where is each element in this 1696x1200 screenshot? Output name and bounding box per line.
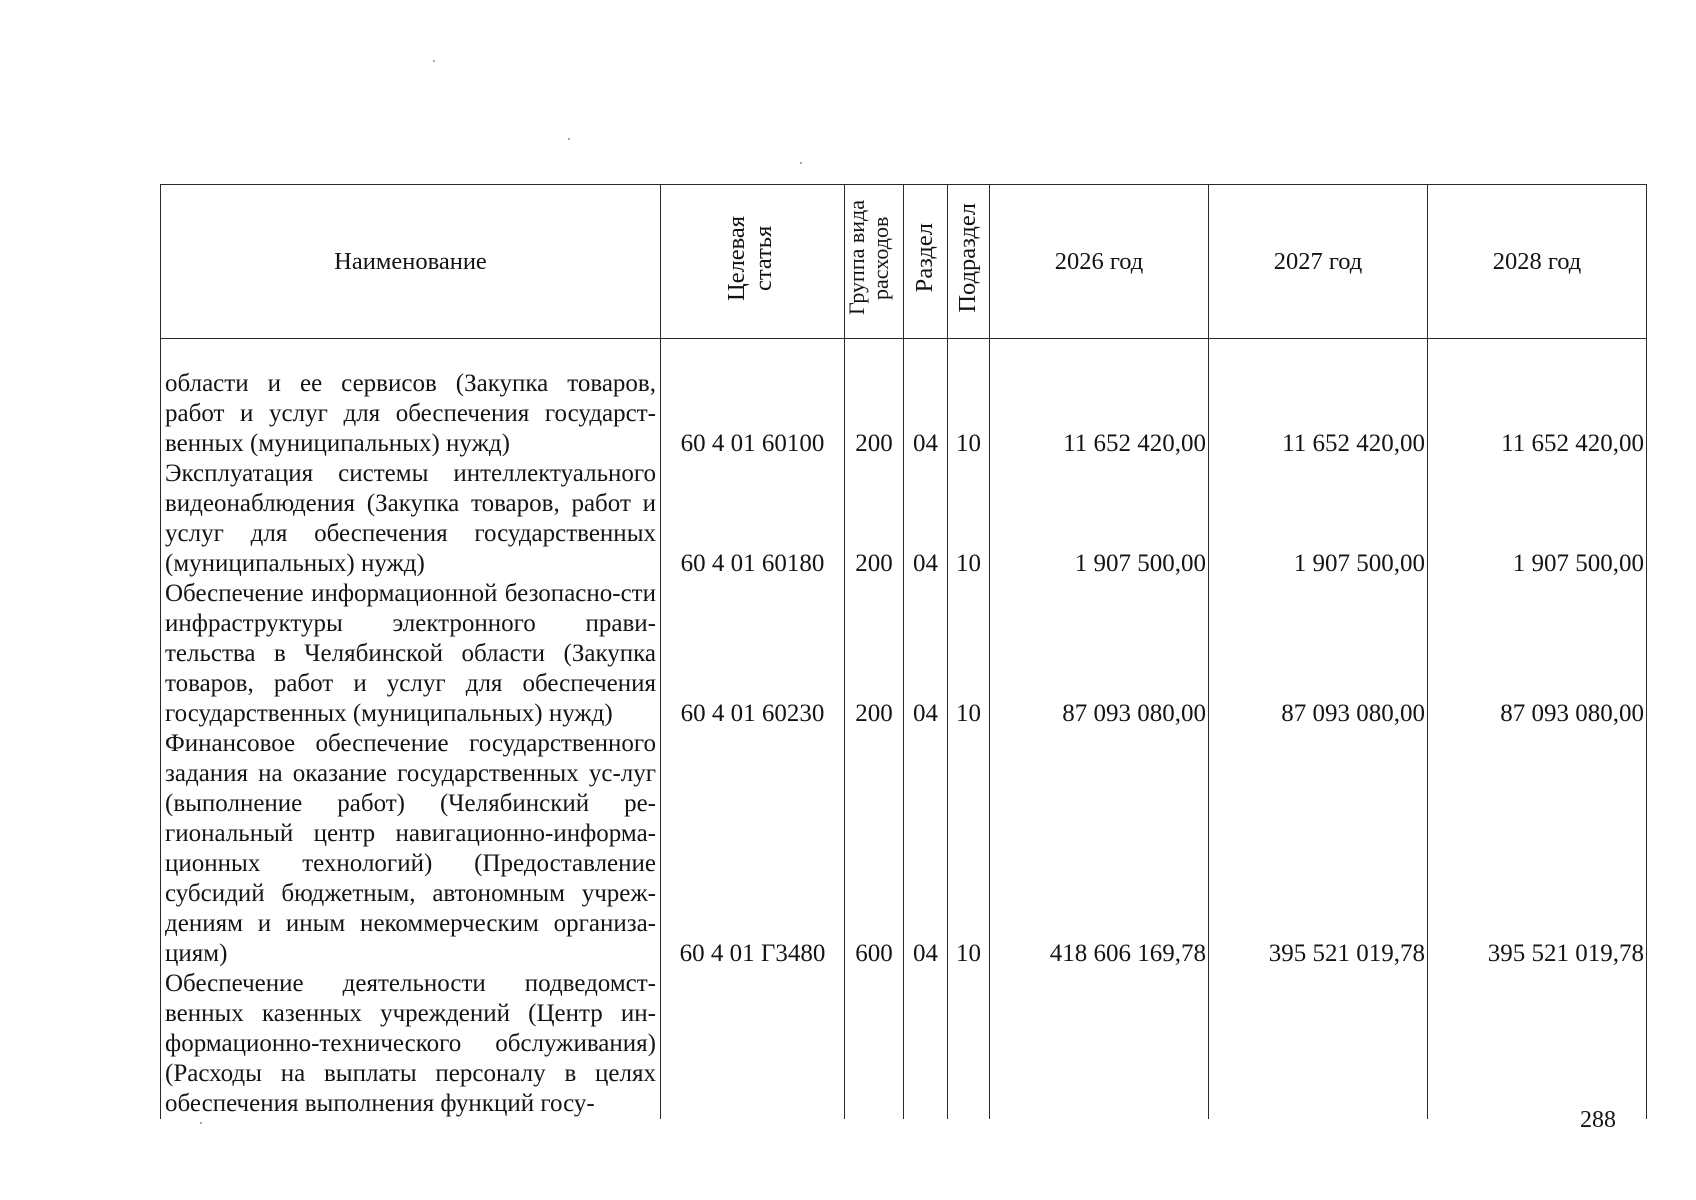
scan-speck (433, 60, 435, 62)
header-row (161, 185, 1647, 339)
row-amount-2026: 87 093 080,00 (990, 579, 1209, 729)
row-amount-2027: 395 521 019,78 (1209, 729, 1428, 969)
row-target-article (661, 969, 845, 1119)
header-name: Наименование (161, 185, 661, 339)
row-amount-2026: 418 606 169,78 (990, 729, 1209, 969)
row-subsection: 10 (948, 729, 990, 969)
row-name: области и ее сервисов (Закупка товаров, работ и услуг для обеспечения государст-венных (муниципальных) нужд) (161, 339, 661, 459)
header-expense-group: Группа вида расходов (845, 185, 904, 339)
row-amount-2028 (1428, 969, 1647, 1119)
row-section (904, 969, 948, 1119)
row-expense-group (845, 969, 904, 1119)
header-2026: 2026 год (990, 185, 1209, 339)
row-section: 04 (904, 729, 948, 969)
row-amount-2028: 395 521 019,78 (1428, 729, 1647, 969)
table-row (161, 579, 1647, 729)
header-target-article: Целевая статья (661, 185, 845, 339)
table-row (161, 969, 1647, 1119)
row-amount-2026 (990, 969, 1209, 1119)
header-2028: 2028 год (1428, 185, 1647, 339)
row-amount-2026: 11 652 420,00 (990, 339, 1209, 459)
row-target-article: 60 4 01 60180 (661, 459, 845, 579)
row-amount-2028: 87 093 080,00 (1428, 579, 1647, 729)
table-row (161, 729, 1647, 969)
row-amount-2026: 1 907 500,00 (990, 459, 1209, 579)
page-number: 288 (1580, 1107, 1616, 1133)
row-name: Финансовое обеспечение государственного задания на оказание государственных ус-луг (выполнение работ) (Челябинский ре-гиональный центр навигационно-информа-ционных технологий) (Предоставление субсидий бюджетным, автономным учреж-дениям и иным некоммерческим организа-циям) (161, 729, 661, 969)
row-amount-2028: 11 652 420,00 (1428, 339, 1647, 459)
row-amount-2027 (1209, 969, 1428, 1119)
scan-speck (800, 162, 802, 164)
row-subsection: 10 (948, 459, 990, 579)
row-target-article: 60 4 01 60100 (661, 339, 845, 459)
header-section: Раздел (904, 185, 948, 339)
table-row (161, 459, 1647, 579)
header-2027: 2027 год (1209, 185, 1428, 339)
row-name: Эксплуатация системы интеллектуального видеонаблюдения (Закупка товаров, работ и услуг для обеспечения государственных (муниципальных) нужд) (161, 459, 661, 579)
row-expense-group: 600 (845, 729, 904, 969)
row-expense-group: 200 (845, 459, 904, 579)
row-name: Обеспечение информационной безопасно-сти инфраструктуры электронного прави-тельства в Челябинской области (Закупка товаров, работ и услуг для обеспечения государственных (муниципальных) нужд) (161, 579, 661, 729)
table-row (161, 339, 1647, 459)
row-subsection: 10 (948, 579, 990, 729)
row-section: 04 (904, 339, 948, 459)
scan-speck (200, 1122, 202, 1124)
row-subsection (948, 969, 990, 1119)
row-target-article: 60 4 01 60230 (661, 579, 845, 729)
row-amount-2027: 1 907 500,00 (1209, 459, 1428, 579)
row-expense-group: 200 (845, 579, 904, 729)
row-amount-2027: 11 652 420,00 (1209, 339, 1428, 459)
row-target-article: 60 4 01 Г3480 (661, 729, 845, 969)
row-name: Обеспечение деятельности подведомст-венных казенных учреждений (Центр ин-формационно-технического обслуживания) (Расходы на выплаты персоналу в целях обеспечения выполнения функций госу- (161, 969, 661, 1119)
header-subsection: Подраздел (948, 185, 990, 339)
row-section: 04 (904, 459, 948, 579)
row-section: 04 (904, 579, 948, 729)
row-expense-group: 200 (845, 339, 904, 459)
row-subsection: 10 (948, 339, 990, 459)
scan-speck (568, 138, 570, 140)
budget-table (160, 184, 1647, 1119)
row-amount-2027: 87 093 080,00 (1209, 579, 1428, 729)
row-amount-2028: 1 907 500,00 (1428, 459, 1647, 579)
